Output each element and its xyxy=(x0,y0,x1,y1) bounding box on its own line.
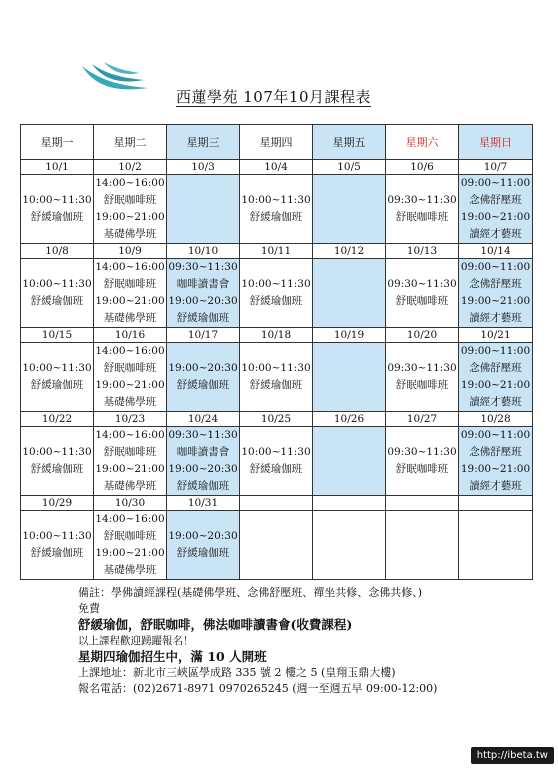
course-cell xyxy=(313,427,386,496)
date-cell: 10/31 xyxy=(167,496,240,511)
course-line: 舒緩瑜伽班 xyxy=(30,211,84,223)
course-cell xyxy=(94,175,167,244)
course-cell xyxy=(167,259,240,328)
notes-section xyxy=(78,585,538,697)
course-cell xyxy=(167,343,240,412)
date-cell: 10/27 xyxy=(386,412,459,427)
course-cell xyxy=(167,427,240,496)
course-line: 10:00~11:30 xyxy=(22,530,92,542)
notes-address: 上課地址：新北市三峽區學成路 335 號 2 樓之 5 (皇翔玉鼎大樓) xyxy=(78,666,396,679)
course-cell xyxy=(459,259,533,328)
course-line: 09:00~11:00 xyxy=(460,345,531,357)
course-line: 舒眠咖啡班 xyxy=(395,463,449,475)
course-line: 基礎佛學班 xyxy=(103,396,157,408)
notes-yoga-recruit: 星期四瑜伽招生中，滿 10 人開班 xyxy=(78,649,267,664)
course-cell xyxy=(240,427,313,496)
weekday-header: 星期一 xyxy=(21,125,94,160)
course-line: 基礎佛學班 xyxy=(103,564,157,576)
course-cell xyxy=(459,343,533,412)
course-line: 10:00~11:30 xyxy=(22,362,92,374)
date-cell: 10/26 xyxy=(313,412,386,427)
date-cell: 10/5 xyxy=(313,160,386,175)
course-line: 舒緩瑜伽班 xyxy=(176,379,230,391)
course-line: 讀經才藝班 xyxy=(469,396,522,408)
course-line: 基礎佛學班 xyxy=(103,312,157,324)
date-cell xyxy=(240,496,313,511)
course-line: 09:00~11:00 xyxy=(460,429,531,441)
course-cell xyxy=(386,259,459,328)
date-cell: 10/6 xyxy=(386,160,459,175)
date-cell: 10/15 xyxy=(21,328,94,343)
watermark: http://ibeta.tw xyxy=(471,747,554,764)
course-line: 14:00~16:00 xyxy=(95,177,165,189)
notes-paid-courses: 舒緩瑜伽，舒眠咖啡，佛法咖啡讀書會(收費課程) xyxy=(78,617,353,632)
course-line: 舒眠咖啡班 xyxy=(103,194,157,206)
course-line: 19:00~21:00 xyxy=(460,379,531,391)
course-cell xyxy=(240,343,313,412)
weekday-header: 星期二 xyxy=(94,125,167,160)
course-cell xyxy=(459,427,533,496)
date-cell: 10/19 xyxy=(313,328,386,343)
course-line: 舒緩瑜伽班 xyxy=(249,211,303,223)
course-line: 19:00~21:00 xyxy=(95,379,165,391)
course-line: 基礎佛學班 xyxy=(103,228,157,240)
date-cell: 10/2 xyxy=(94,160,167,175)
course-line: 念佛舒壓班 xyxy=(469,194,522,206)
course-line: 舒眠咖啡班 xyxy=(103,446,157,458)
course-line: 14:00~16:00 xyxy=(95,429,165,441)
date-cell: 10/18 xyxy=(240,328,313,343)
course-line: 10:00~11:30 xyxy=(22,446,92,458)
date-cell: 10/22 xyxy=(21,412,94,427)
course-line: 舒緩瑜伽班 xyxy=(176,312,230,324)
course-line: 舒緩瑜伽班 xyxy=(30,379,84,391)
course-line: 舒緩瑜伽班 xyxy=(30,463,84,475)
course-line: 19:00~21:00 xyxy=(95,463,165,475)
course-line: 舒眠咖啡班 xyxy=(395,295,449,307)
course-line: 10:00~11:30 xyxy=(241,446,311,458)
date-cell: 10/17 xyxy=(167,328,240,343)
course-line: 10:00~11:30 xyxy=(241,194,311,206)
course-cell xyxy=(240,259,313,328)
course-cell xyxy=(21,175,94,244)
course-line: 咖啡讀書會 xyxy=(176,278,230,290)
notes-free-label: 免費 xyxy=(78,602,100,615)
date-cell: 10/8 xyxy=(21,244,94,259)
course-line: 舒眠咖啡班 xyxy=(103,278,157,290)
course-cell xyxy=(386,427,459,496)
course-line: 舒眠咖啡班 xyxy=(395,379,449,391)
course-cell xyxy=(94,259,167,328)
date-cell: 10/23 xyxy=(94,412,167,427)
course-line: 19:00~20:30 xyxy=(168,295,238,307)
date-cell: 10/16 xyxy=(94,328,167,343)
date-cell: 10/24 xyxy=(167,412,240,427)
course-line: 09:30~11:30 xyxy=(387,194,457,206)
course-cell xyxy=(386,343,459,412)
course-line: 19:00~21:00 xyxy=(460,211,531,223)
course-line: 10:00~11:30 xyxy=(241,278,311,290)
course-line: 舒緩瑜伽班 xyxy=(176,480,230,492)
course-line: 咖啡讀書會 xyxy=(176,446,230,458)
course-line: 念佛舒壓班 xyxy=(469,446,522,458)
course-line: 09:00~11:00 xyxy=(460,261,531,273)
notes-free-courses: 備註：學佛讀經課程(基礎佛學班、念佛舒壓班、禪坐共修、念佛共修、) xyxy=(78,586,423,599)
course-line: 舒緩瑜伽班 xyxy=(176,547,230,559)
course-line: 09:30~11:30 xyxy=(387,362,457,374)
course-cell xyxy=(459,511,533,580)
course-line: 讀經才藝班 xyxy=(469,228,522,240)
weekday-header: 星期日 xyxy=(459,125,533,160)
course-line: 讀經才藝班 xyxy=(469,312,522,324)
date-cell xyxy=(386,496,459,511)
course-line: 舒眠咖啡班 xyxy=(395,211,449,223)
course-cell xyxy=(240,511,313,580)
date-cell: 10/25 xyxy=(240,412,313,427)
course-cell xyxy=(21,343,94,412)
date-cell: 10/21 xyxy=(459,328,533,343)
date-cell: 10/20 xyxy=(386,328,459,343)
course-cell xyxy=(21,511,94,580)
course-line: 念佛舒壓班 xyxy=(469,278,522,290)
course-line: 19:00~21:00 xyxy=(95,211,165,223)
course-line: 舒眠咖啡班 xyxy=(103,530,157,542)
course-cell xyxy=(21,427,94,496)
date-cell: 10/10 xyxy=(167,244,240,259)
course-cell xyxy=(386,175,459,244)
course-cell xyxy=(313,511,386,580)
course-line: 14:00~16:00 xyxy=(95,345,165,357)
course-line: 19:00~21:00 xyxy=(95,547,165,559)
course-line: 19:00~20:30 xyxy=(168,530,238,542)
course-line: 19:00~21:00 xyxy=(460,295,531,307)
date-cell: 10/9 xyxy=(94,244,167,259)
course-line: 讀經才藝班 xyxy=(469,480,522,492)
course-line: 09:30~11:30 xyxy=(168,429,238,441)
course-line: 10:00~11:30 xyxy=(22,194,92,206)
date-cell xyxy=(313,496,386,511)
course-cell xyxy=(167,175,240,244)
date-cell: 10/30 xyxy=(94,496,167,511)
course-line: 14:00~16:00 xyxy=(95,513,165,525)
weekday-header: 星期三 xyxy=(167,125,240,160)
course-cell xyxy=(94,427,167,496)
course-line: 09:30~11:30 xyxy=(387,446,457,458)
notes-phone: 報名電話：(02)2671-8971 0970265245 (週一至週五早 09:00-12:00) xyxy=(78,682,438,695)
course-cell xyxy=(386,511,459,580)
date-cell: 10/3 xyxy=(167,160,240,175)
course-line: 10:00~11:30 xyxy=(241,362,311,374)
course-line: 舒眠咖啡班 xyxy=(103,362,157,374)
date-cell: 10/12 xyxy=(313,244,386,259)
date-cell: 10/29 xyxy=(21,496,94,511)
date-cell: 10/13 xyxy=(386,244,459,259)
course-cell xyxy=(240,175,313,244)
course-line: 舒緩瑜伽班 xyxy=(249,295,303,307)
course-cell xyxy=(313,175,386,244)
course-cell xyxy=(167,511,240,580)
course-line: 19:00~20:30 xyxy=(168,362,238,374)
course-line: 基礎佛學班 xyxy=(103,480,157,492)
weekday-header: 星期六 xyxy=(386,125,459,160)
course-line: 19:00~21:00 xyxy=(460,463,531,475)
notes-welcome: 以上課程歡迎踴躍報名！ xyxy=(78,635,194,647)
course-cell xyxy=(94,511,167,580)
weekday-header: 星期四 xyxy=(240,125,313,160)
course-line: 09:00~11:00 xyxy=(460,177,531,189)
course-cell xyxy=(459,175,533,244)
course-line: 09:30~11:30 xyxy=(168,261,238,273)
date-cell: 10/14 xyxy=(459,244,533,259)
course-line: 19:00~21:00 xyxy=(95,295,165,307)
date-cell: 10/28 xyxy=(459,412,533,427)
course-line: 舒緩瑜伽班 xyxy=(30,547,84,559)
date-cell: 10/11 xyxy=(240,244,313,259)
course-cell xyxy=(313,343,386,412)
course-line: 10:00~11:30 xyxy=(22,278,92,290)
course-line: 舒緩瑜伽班 xyxy=(30,295,84,307)
course-cell xyxy=(21,259,94,328)
date-cell: 10/1 xyxy=(21,160,94,175)
course-line: 舒緩瑜伽班 xyxy=(249,463,303,475)
page-title: 西蓮學苑 107年10月課程表 xyxy=(176,88,371,106)
course-line: 舒緩瑜伽班 xyxy=(249,379,303,391)
course-line: 念佛舒壓班 xyxy=(469,362,522,374)
course-line: 19:00~20:30 xyxy=(168,463,238,475)
lotus-logo xyxy=(78,58,152,98)
course-cell xyxy=(313,259,386,328)
date-cell: 10/7 xyxy=(459,160,533,175)
course-line: 14:00~16:00 xyxy=(95,261,165,273)
course-line: 09:30~11:30 xyxy=(387,278,457,290)
weekday-header: 星期五 xyxy=(313,125,386,160)
course-cell xyxy=(94,343,167,412)
date-cell xyxy=(459,496,533,511)
date-cell: 10/4 xyxy=(240,160,313,175)
course-schedule-table xyxy=(20,124,533,580)
